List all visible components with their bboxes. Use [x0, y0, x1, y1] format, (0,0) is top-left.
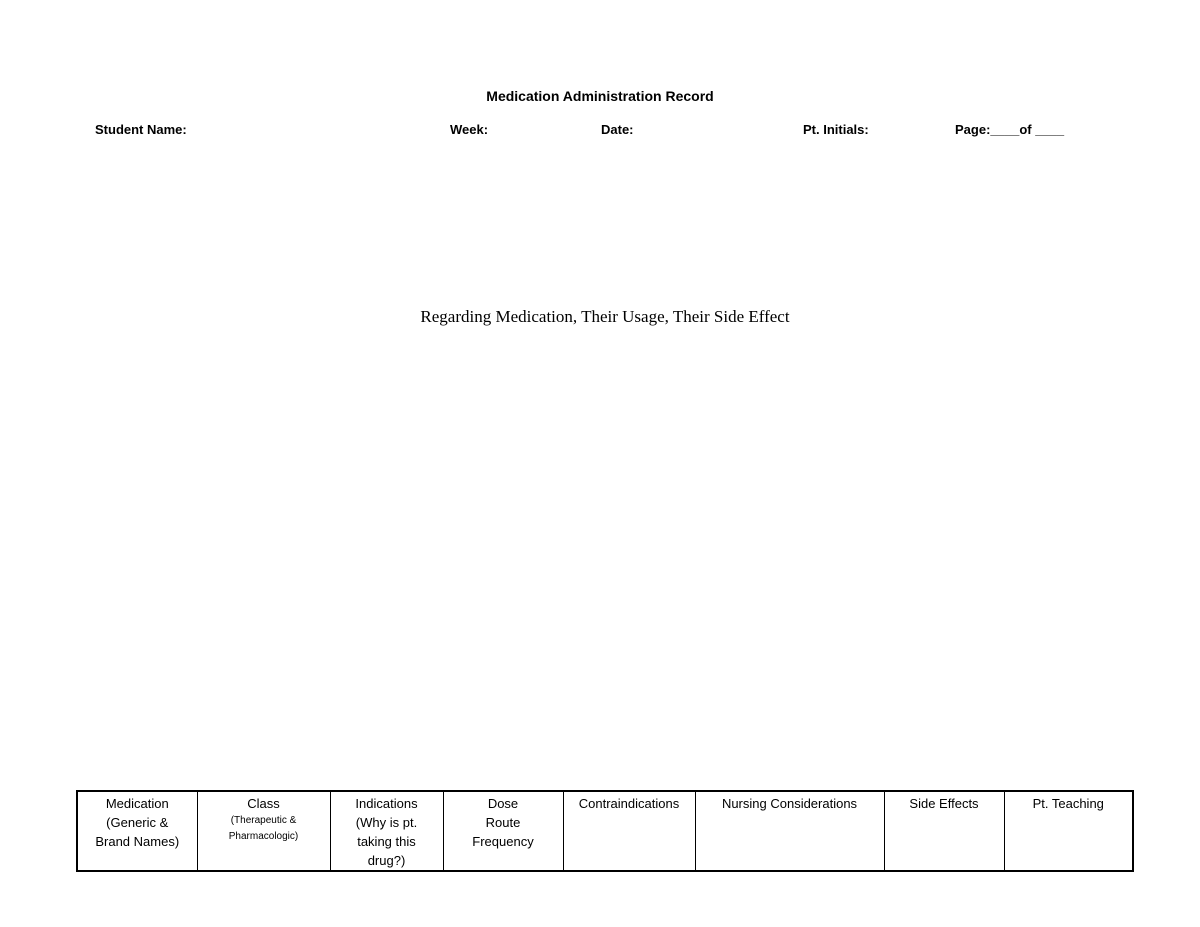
- column-detail: (Therapeutic & Pharmacologic): [228, 815, 299, 842]
- column-detail: (Generic & Brand Names): [95, 815, 180, 849]
- column-title: Dose: [487, 796, 519, 811]
- student-name-label: Student Name:: [95, 122, 187, 137]
- column-class: [197, 791, 330, 871]
- column-title: Side Effects: [909, 796, 979, 811]
- column-title: Medication: [105, 796, 169, 811]
- medication-record-table: [76, 790, 1134, 872]
- column-side-effects: [884, 791, 1004, 871]
- column-detail: (Why is pt. taking this drug?): [355, 815, 418, 868]
- column-title: Class: [247, 796, 280, 811]
- pt-initials-label: Pt. Initials:: [803, 122, 869, 137]
- column-detail: Route Frequency: [472, 815, 534, 849]
- column-title: Contraindications: [578, 796, 680, 811]
- column-dose: [443, 791, 563, 871]
- column-pt-teaching: [1004, 791, 1133, 871]
- column-nursing-considerations: [695, 791, 884, 871]
- document-subtitle: Regarding Medication, Their Usage, Their Side Effect: [420, 307, 790, 326]
- column-title: Pt. Teaching: [1032, 796, 1104, 811]
- column-indications: [330, 791, 443, 871]
- column-medication: [77, 791, 197, 871]
- week-label: Week:: [450, 122, 489, 137]
- table-header-row: [77, 791, 1133, 871]
- page-number-label: Page:____of ____: [955, 122, 1065, 137]
- date-label: Date:: [601, 122, 634, 137]
- column-title: Nursing Considerations: [721, 796, 858, 811]
- column-title: Indications: [355, 796, 418, 811]
- column-contraindications: [563, 791, 695, 871]
- document-title: Medication Administration Record: [486, 88, 714, 104]
